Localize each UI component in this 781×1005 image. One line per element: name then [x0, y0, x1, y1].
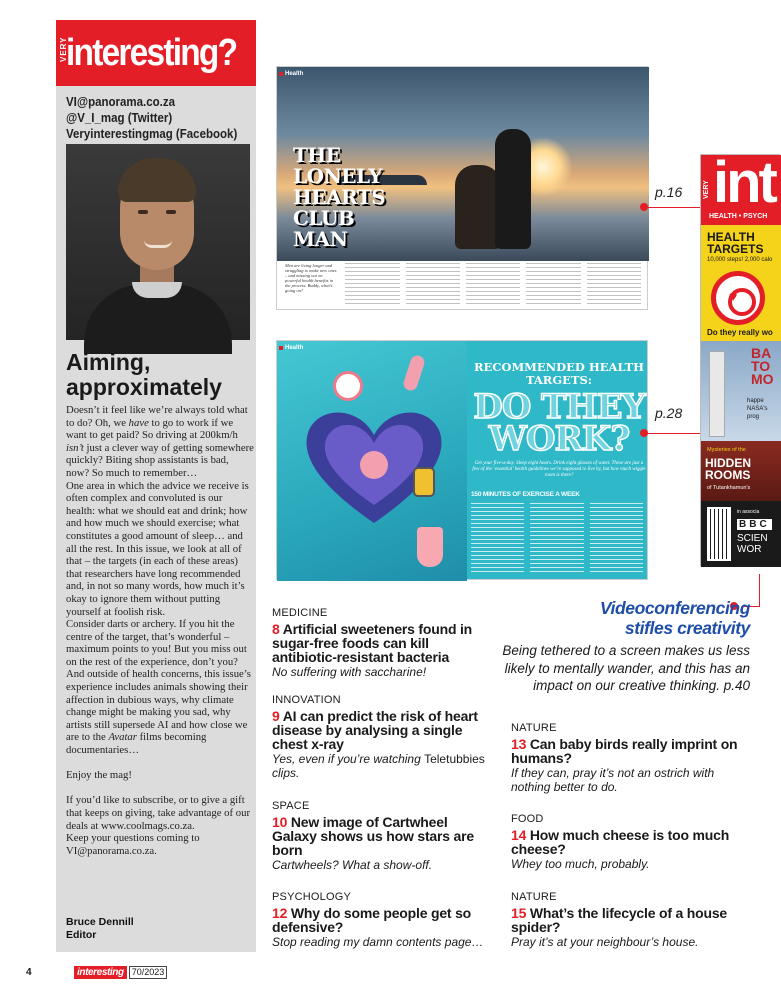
contents-dek: Cartwheels? What a show-off. — [272, 858, 433, 872]
spread-big-title: DO THEY WORK? — [473, 387, 645, 459]
editor-signature — [66, 916, 134, 942]
contents-headline: 15 What’s the lifecycle of a house spider? — [511, 905, 727, 935]
contents-category: NATURE — [511, 891, 557, 903]
page-ref-16[interactable]: p.16 — [655, 184, 683, 200]
cover-hidden-rooms-panel: Mysteries of the HIDDEN ROOMS of Tutankhamun's — [701, 441, 781, 501]
cover-masthead: VERY int HEALTH • PSYCH — [701, 155, 781, 225]
logo-wordmark: interesting? — [66, 32, 237, 74]
contents-item[interactable] — [511, 891, 741, 949]
editor-portrait — [66, 144, 250, 340]
callout-line — [648, 433, 700, 434]
rocket-icon — [709, 351, 725, 437]
cover-health-panel: HEALTH TARGETS 10,000 steps! 2,000 calo ♥ — [701, 225, 781, 333]
page-footer — [26, 965, 167, 979]
contents-category: MEDICINE — [272, 607, 328, 619]
contents-item[interactable] — [272, 891, 502, 949]
section-tag: Health — [279, 345, 303, 351]
editorial-paragraph: Doesn’t it feel like we’re always told what to do? Oh, we have to go to work if we want to get paid? So driving at 200km/h isn’t just a clever way of getting somewhere quickly? Biting shop assistants is bad, now? So much to remember… — [66, 404, 254, 479]
contents-headline: 13 Can baby birds really imprint on humans? — [511, 736, 738, 766]
spread-lead: Men are living longer and struggling to make new ones – and missing out on powerful health benefits in the process. Buddy, what’s going on? — [285, 263, 337, 293]
clock-icon — [333, 371, 363, 401]
editor-name: Bruce Dennill — [66, 916, 134, 928]
contact-twitter[interactable]: @V_I_mag (Twitter) — [66, 111, 173, 125]
barcode-icon — [707, 507, 731, 561]
contents-category: NATURE — [511, 722, 557, 734]
contents-headline: 10 New image of Cartwheel Galaxy shows us how stars are born — [272, 814, 474, 858]
runner-icon — [402, 354, 426, 393]
feature-title[interactable]: Videoconferencing stifles creativity — [599, 598, 750, 638]
target-icon — [711, 271, 765, 325]
editor-role: Editor — [66, 929, 97, 941]
callout-dot — [640, 203, 648, 211]
cover-bottom-panel: in associa BBC SCIEN WOR — [701, 501, 781, 567]
contents-dek: No suffering with saccharine! — [272, 665, 427, 679]
contents-dek: Yes, even if you’re watching Teletubbies clips. — [272, 752, 485, 780]
editorial-paragraph: Consider darts or archery. If you hit the centre of the target, that’s wonderful – maximum points to you! But you miss out on the rest of the experience, don’t you? — [66, 618, 247, 668]
contents-category: INNOVATION — [272, 694, 341, 706]
spread-headline — [471, 361, 647, 479]
page-number: 4 — [26, 966, 32, 978]
contents-category: PSYCHOLOGY — [272, 891, 352, 903]
flask-icon — [417, 527, 443, 567]
contents-dek: Pray it’s at your neighbour’s house. — [511, 935, 699, 949]
callout-line — [759, 574, 760, 607]
lonely-hearts-spread-thumbnail[interactable] — [276, 66, 648, 310]
contact-email[interactable]: VI@panorama.co.za — [66, 95, 176, 109]
editorial-paragraph: If you’d like to subscribe, or to give a gift that keeps on giving, take advantage of our deals at www.coolmags.co.za. — [66, 794, 251, 832]
contents-item[interactable] — [511, 813, 741, 871]
contents-category: SPACE — [272, 800, 310, 812]
editorial-paragraph: Keep your questions coming to VI@panorama.co.za. — [66, 832, 200, 857]
heart-icon: ♥ — [729, 288, 738, 304]
smartwatch-icon — [413, 467, 435, 497]
callout-line — [648, 207, 700, 208]
spread-dek: Get your five-a-day. Sleep eight hours. Drink eight glasses of water. These are just a few of the ‘essential’ health guidelines we’re supposed to live by, but how much wiggle room is there? — [472, 461, 646, 478]
section-tag: Health — [279, 71, 303, 77]
contact-facebook[interactable]: Veryinterestingmag (Facebook) — [66, 127, 238, 141]
spread-text-columns — [471, 503, 643, 575]
spread-title: THE LONELY HEARTS CLUB MAN — [293, 143, 386, 251]
contents-item[interactable] — [511, 722, 741, 794]
magazine-logo — [56, 20, 256, 86]
health-illustration — [277, 341, 467, 581]
editor-letter-panel — [56, 20, 256, 952]
spread-text-columns — [285, 263, 641, 307]
issue-number: 70/2023 — [129, 966, 168, 979]
footer-logo: interesting — [74, 966, 127, 979]
page-ref-28[interactable]: p.28 — [655, 405, 683, 421]
contents-item[interactable] — [272, 694, 492, 780]
contents-dek: If they can, pray it’s not an ostrich with nothing better to do. — [511, 766, 715, 794]
contents-item[interactable] — [272, 607, 492, 679]
heart-icon — [299, 405, 449, 525]
contents-dek: Whey too much, probably. — [511, 857, 650, 871]
contents-headline: 12 Why do some people get so defensive? — [272, 905, 472, 935]
contents-category: FOOD — [511, 813, 544, 825]
magazine-cover[interactable]: VERY int HEALTH • PSYCH HEALTH TARGETS 10,000 steps! 2,000 calo ♥ Do they really wo BA TO MO happe NASA's prog Mysteries of the HIDDEN ROOMS of Tutankhamun's in associa BBC SCIEN WOR — [700, 154, 780, 566]
contents-headline: 14 How much cheese is too much cheese? — [511, 827, 730, 857]
contents-item[interactable] — [272, 800, 492, 872]
editorial-title: Aiming, approximately — [66, 349, 222, 400]
contact-details — [66, 94, 237, 142]
editorial-paragraph: Enjoy the mag! — [66, 769, 132, 782]
editorial-paragraph: And outside of health concerns, this issue’s experience includes animals showing their affection in dubious ways, why climate change might be making you sad, why artists still supersede AI and how close we are to the Avatar films becoming documentaries… — [66, 668, 251, 757]
contents-headline: 8 Artificial sweeteners found in sugar-free foods can kill antibiotic-resistant bacteria — [272, 621, 473, 665]
feature-body: Being tethered to a screen makes us less likely to mentally wander, and this has an impact on our creative thinking. p.40 — [502, 643, 750, 693]
editorial-paragraph: One area in which the advice we receive is often complex and convoluted is our health: what we should eat and drink; how and how much we should exercise; what constitutes a good amount of sleep… and all the rest. In this issue, we look at all of that – the targets (in each of these areas) that researchers have long recommended and, in not so many words, how much it’s okay to ignore them without putting yourself at foolish risk. — [66, 479, 249, 618]
spread-subhead: 150 MINUTES OF EXERCISE A WEEK — [471, 491, 580, 498]
health-targets-spread-thumbnail[interactable] — [276, 340, 648, 580]
contents-dek: Stop reading my damn contents page… — [272, 935, 484, 949]
contents-headline: 9 AI can predict the risk of heart disease by analysing a single chest x-ray — [272, 708, 478, 752]
editorial-body — [66, 404, 254, 857]
callout-dot — [640, 429, 648, 437]
cover-space-panel: BA TO MO happe NASA's prog — [701, 341, 781, 441]
logo-very-text: VERY — [59, 36, 68, 62]
spread-kicker: RECOMMENDED HEALTH TARGETS: — [473, 360, 645, 387]
